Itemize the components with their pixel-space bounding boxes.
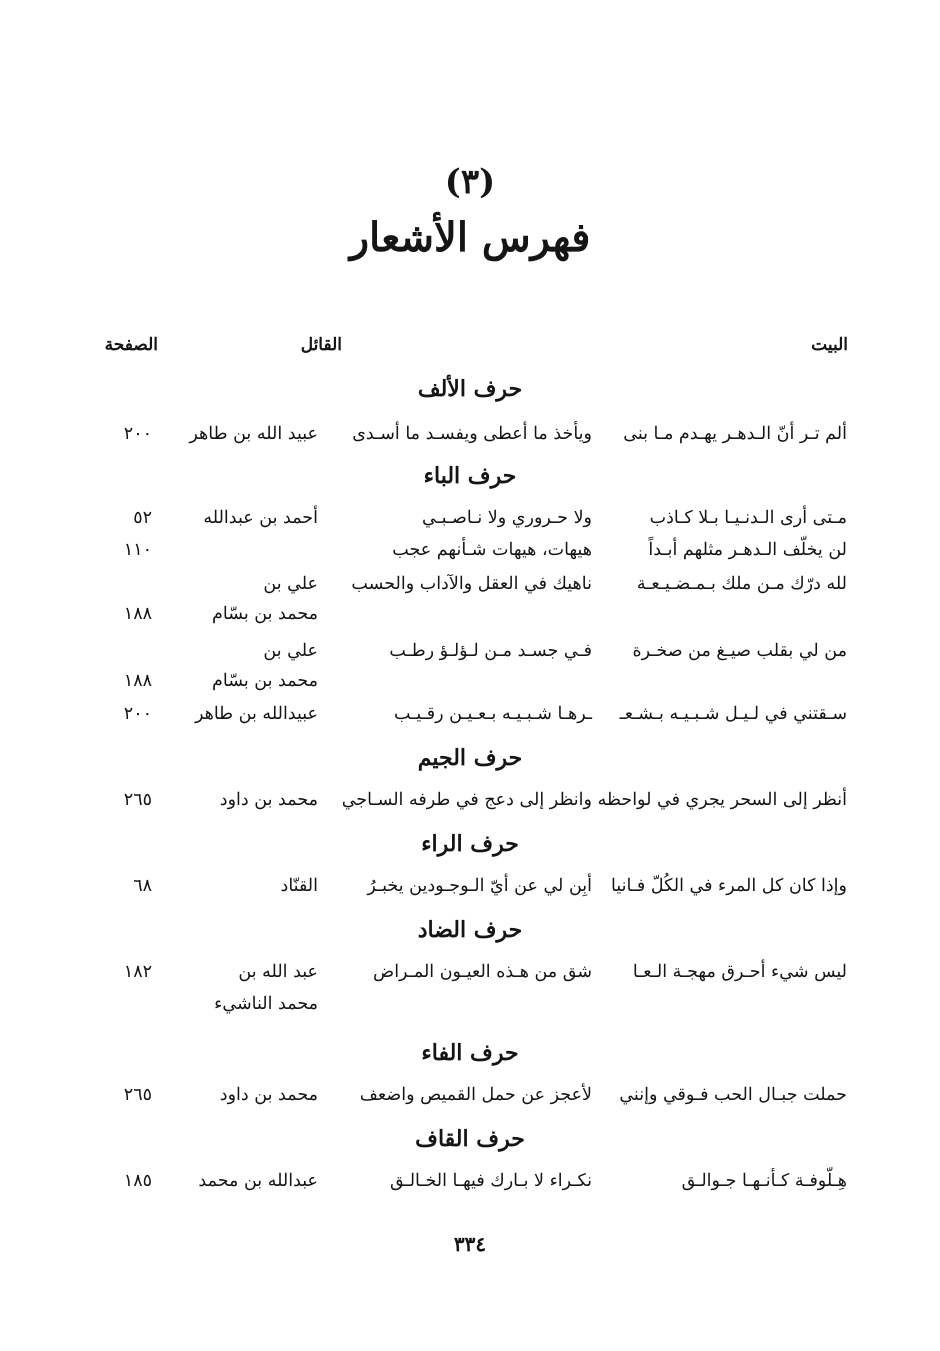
- verse-second-hemistich: نكـراء لا بـارك فيهـا الخـالـق: [389, 1171, 592, 1191]
- page-reference: ٢٦٥: [123, 790, 152, 810]
- table-row: [0, 641, 940, 671]
- verse-second-hemistich: ناهيك في العقل والآداب والحسب: [351, 574, 592, 594]
- table-row: [0, 876, 940, 906]
- section-heading-alif: حرف الألف: [417, 376, 523, 402]
- table-row: [0, 704, 940, 734]
- verse-first-hemistich: من لي بقلب صيـغ من صخـرة: [632, 641, 847, 661]
- page-reference: ١٨٨: [123, 671, 152, 691]
- poet-name: محمد بن داود: [219, 1085, 318, 1105]
- chapter-number: (٣): [444, 162, 496, 202]
- table-row: [0, 574, 940, 604]
- table-row-page: [0, 671, 940, 701]
- section-heading-qaf: حرف القاف: [415, 1126, 525, 1152]
- page-reference: ١٨٥: [123, 1171, 152, 1191]
- table-row: [0, 424, 940, 454]
- column-header-page: الصفحة: [104, 335, 158, 355]
- verse-second-hemistich: أبِن لي عن أيّ الـوجـودين يخبـرُ: [367, 876, 592, 896]
- table-row: [0, 540, 940, 570]
- poet-name: علي بن: [263, 641, 318, 661]
- verse-second-hemistich: ويأخذ ما أعطى ويفسـد ما أسـدى: [352, 424, 592, 444]
- verse-first-hemistich: ليس شيء أحـرق مهجـة الـعـا: [632, 962, 847, 982]
- page-number: ٣٣٤: [453, 1232, 487, 1256]
- verse-second-hemistich: ـرهـا شـبـيـه بـعـيـن رقـيـب: [394, 704, 592, 724]
- page-reference: ١١٠: [123, 540, 152, 560]
- verse-second-hemistich: هيهات، هيهات شـأنهم عجب: [392, 540, 592, 560]
- verse-first-hemistich: حملت جبـال الحب فـوقي وإنني: [619, 1085, 847, 1105]
- verse-second-hemistich: شق من هـذه العيـون المـراض: [373, 962, 592, 982]
- section-heading-fa: حرف الفاء: [421, 1040, 519, 1066]
- verse-first-hemistich: لن يخلّف الـدهـر مثلهم أبـداً: [648, 540, 847, 560]
- poet-name: عبدالله بن محمد: [198, 1171, 318, 1191]
- poet-name: عبيدالله بن طاهر: [194, 704, 318, 724]
- verse-second-hemistich: ولا حـروري ولا نـاصـبـي: [421, 508, 592, 528]
- table-row: [0, 790, 940, 820]
- verse-first-hemistich: سـقتني في لـيـل شـبـيـه بـشـعـ: [619, 704, 847, 724]
- poet-name: القنّاد: [280, 876, 318, 896]
- verse-first-hemistich: مـتى أرى الـدنـيـا بـلا كـاذب: [649, 508, 847, 528]
- table-row: [0, 1085, 940, 1115]
- section-heading-ra: حرف الراء: [421, 831, 519, 857]
- table-row: [0, 962, 940, 992]
- poet-name: عبد الله بن: [238, 962, 318, 982]
- page-title: فهرس الأشعار: [349, 214, 591, 261]
- table-row: [0, 1171, 940, 1201]
- verse-second-hemistich: وانظر إلى دعج في طرفه السـاجي: [341, 790, 592, 810]
- verse-second-hemistich: لأعجز عن حمل القميص واضعف: [359, 1085, 592, 1105]
- page-reference: ٢٦٥: [123, 1085, 152, 1105]
- page-reference: ٦٨: [133, 876, 152, 896]
- section-heading-ba: حرف الباء: [423, 463, 517, 489]
- poet-name-continued: محمد بن بسّام: [212, 604, 318, 624]
- page-reference: ١٨٢: [123, 962, 152, 982]
- table-row: [0, 508, 940, 538]
- poet-name-continued: محمد بن بسّام: [212, 671, 318, 691]
- poet-name-continued: محمد الناشيء: [214, 994, 318, 1014]
- page-reference: ٢٠٠: [123, 704, 152, 724]
- verse-first-hemistich: هِـلّوفـة كـأنـهـا جـوالـق: [681, 1171, 847, 1191]
- verse-second-hemistich: فـي جسـد مـن لـؤلـؤ رطـب: [389, 641, 592, 661]
- page-reference: ٢٠٠: [123, 424, 152, 444]
- poet-name: علي بن: [263, 574, 318, 594]
- page-reference: ٥٢: [133, 508, 152, 528]
- poet-name: محمد بن داود: [219, 790, 318, 810]
- column-header-poet: القائل: [300, 335, 342, 355]
- poet-name: أحمد بن عبدالله: [203, 508, 318, 528]
- section-heading-jim: حرف الجيم: [417, 745, 523, 771]
- section-heading-dad: حرف الضاد: [417, 917, 523, 943]
- verse-first-hemistich: أنظر إلى السحر يجري في لواحظه: [597, 790, 847, 810]
- column-header-verse: البيت: [811, 335, 848, 355]
- table-row-page: [0, 604, 940, 634]
- verse-first-hemistich: لله درّك مـن ملك بـمـضـيـعـة: [636, 574, 847, 594]
- poet-name: عبيد الله بن طاهر: [189, 424, 318, 444]
- verse-first-hemistich: ألم تـر أنّ الـدهـر يهـدم مـا بنى: [623, 424, 847, 444]
- page-reference: ١٨٨: [123, 604, 152, 624]
- verse-first-hemistich: وإذا كان كل المرء في الكُلّ فـانيا: [610, 876, 847, 896]
